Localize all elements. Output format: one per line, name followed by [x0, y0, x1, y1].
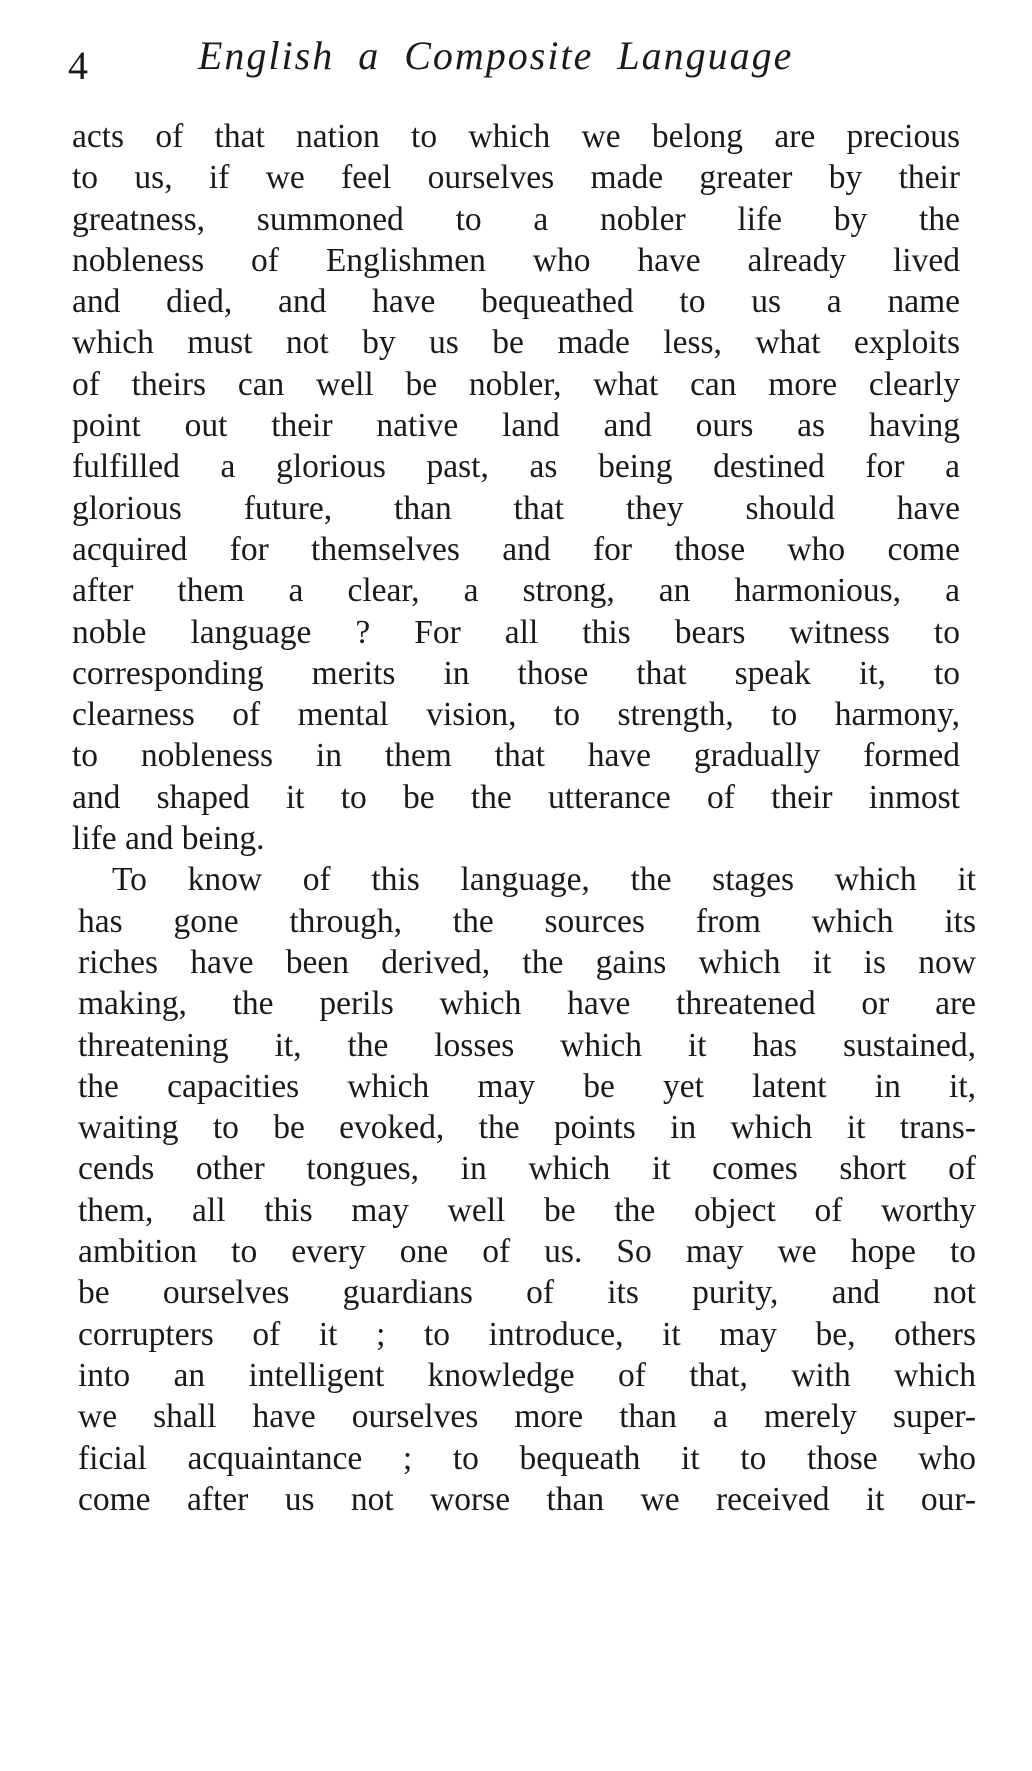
text-line: To know of this language, the stages which it: [112, 861, 976, 899]
body-text: [72, 116, 976, 1520]
text-line: and died, and have bequeathed to us a name: [72, 283, 960, 321]
text-line: life and being.: [72, 820, 265, 858]
text-line: to us, if we feel ourselves made greater by their: [72, 159, 960, 197]
text-line: corrupters of it ; to introduce, it may be, others: [78, 1315, 976, 1353]
text-line: ficial acquaintance ; to bequeath it to those who: [78, 1439, 976, 1477]
text-line: glorious future, than that they should have: [72, 489, 960, 527]
paragraph: [72, 116, 960, 859]
text-line: and shaped it to be the utterance of their inmost: [72, 778, 960, 816]
text-line: cends other tongues, in which it comes short of: [78, 1150, 976, 1188]
text-line: point out their native land and ours as having: [72, 407, 960, 445]
text-line: ambition to every one of us. So may we hope to: [78, 1233, 976, 1271]
text-line: greatness, summoned to a nobler life by the: [72, 200, 960, 238]
text-line: acts of that nation to which we belong are precious: [72, 118, 960, 155]
text-line: noble language ? For all this bears witness to: [72, 613, 960, 651]
text-line: making, the perils which have threatened or are: [78, 985, 976, 1023]
text-line: after them a clear, a strong, an harmonious, a: [72, 572, 960, 610]
text-line: be ourselves guardians of its purity, and not: [78, 1274, 976, 1312]
running-title: English a Composite Language: [198, 33, 794, 78]
paragraph: [78, 859, 976, 1520]
text-line: into an intelligent knowledge of that, with which: [78, 1356, 976, 1394]
text-line: acquired for themselves and for those who come: [72, 530, 960, 568]
text-line: of theirs can well be nobler, what can more clearly: [72, 365, 960, 403]
text-line: them, all this may well be the object of worthy: [78, 1191, 976, 1229]
page-number: 4: [68, 43, 88, 88]
text-line: the capacities which may be yet latent in it,: [78, 1067, 976, 1105]
text-line: nobleness of Englishmen who have already lived: [72, 241, 960, 279]
text-line: threatening it, the losses which it has sustained,: [78, 1026, 976, 1064]
page-header: [68, 30, 868, 90]
text-line: which must not by us be made less, what exploits: [72, 324, 960, 362]
text-line: corresponding merits in those that speak it, to: [72, 654, 960, 692]
text-line: has gone through, the sources from which its: [78, 902, 976, 940]
text-line: clearness of mental vision, to strength, to harmony,: [72, 696, 960, 734]
text-line: riches have been derived, the gains which it is now: [78, 943, 976, 981]
text-line: we shall have ourselves more than a merely super-: [78, 1398, 976, 1436]
text-line: fulfilled a glorious past, as being destined for a: [72, 448, 960, 486]
text-line: waiting to be evoked, the points in which it trans-: [78, 1109, 976, 1147]
text-line: come after us not worse than we received it our-: [78, 1480, 976, 1518]
text-line: to nobleness in them that have gradually formed: [72, 737, 960, 775]
